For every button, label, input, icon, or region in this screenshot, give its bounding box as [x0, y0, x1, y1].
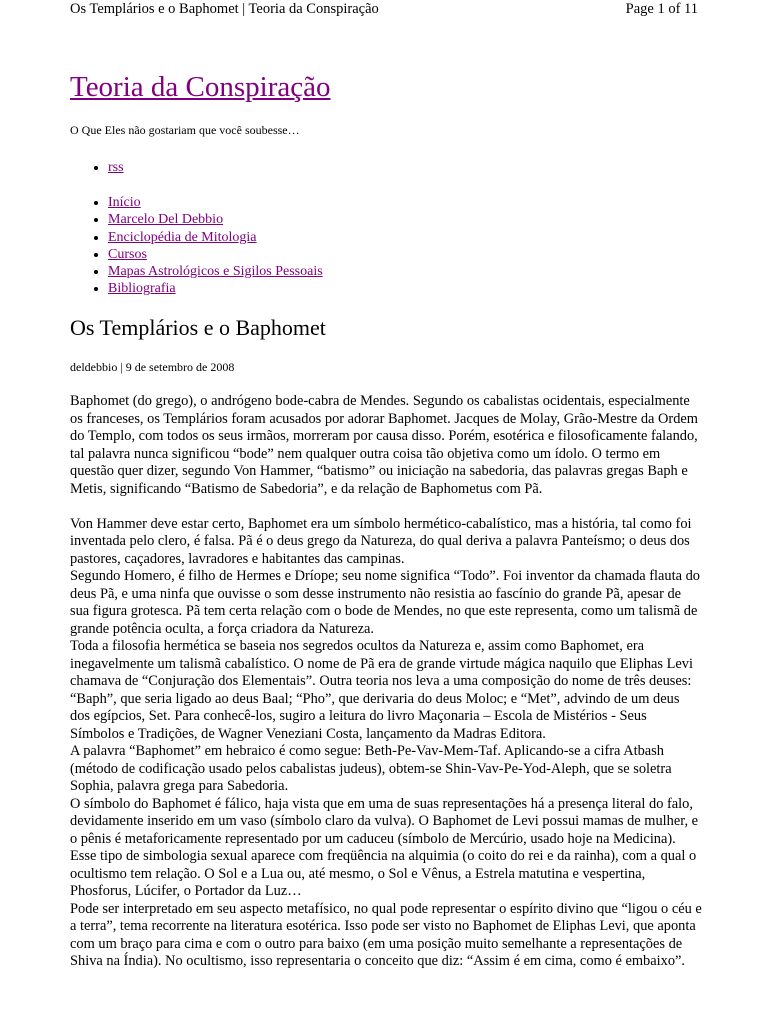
document-title: Os Templários e o Baphomet | Teoria da Conspiração	[70, 1, 379, 17]
nav-item-rss	[108, 159, 124, 176]
post-title: Os Templários e o Baphomet	[70, 315, 326, 340]
paragraph-3: Segundo Homero, é filho de Hermes e Dríope; seu nome significa “Todo”. Foi inventor da chamada flauta do deus Pã, e uma ninfa que ouvisse o som desse instrumento não resistia ao fascínio do grande Pã, apesar de sua figura grotesca. Pã tem certa relação com o bode de Mendes, no que este representa, como um talismã de grande potência oculta, a força criadora da Natureza.	[70, 568, 700, 637]
nav-item-inicio	[108, 194, 323, 211]
paragraph-1: Baphomet (do grego), o andrógeno bode-cabra de Mendes. Segundo os cabalistas ocidentais, especialmente os franceses, os Templários foram acusados por adorar Baphomet. Jacques de Molay, Grão-Mestre da Ordem do Templo, com todos os seus irmãos, morreram por causa disso. Porém, esotérica e filosoficamente falando, tal palavra nunca significou “bode” nem qualquer outra coisa tão objetiva como um ídolo. O termo em questão quer dizer, segundo Von Hammer, “batismo” ou iniciação na sabedoria, das palavras gregas Baph e Metis, significando “Batismo de Sabedoria”, e da relação de Baphometus com Pã.	[70, 393, 698, 497]
nav-link-mapas[interactable]: Mapas Astrológicos e Sigilos Pessoais	[108, 264, 323, 280]
rss-link[interactable]: rss	[108, 160, 124, 175]
print-header	[70, 0, 698, 22]
page-number: Page 1 of 11	[625, 1, 698, 17]
nav-item-bibliografia	[108, 280, 323, 297]
post-byline: deldebbio | 9 de setembro de 2008	[70, 360, 235, 374]
site-tagline: O Que Eles não gostariam que você soubesse…	[70, 123, 300, 137]
main-nav	[70, 194, 323, 298]
nav-item-marcelo-del-debbio	[108, 211, 323, 228]
nav-link-enciclopedia[interactable]: Enciclopédia de Mitologia	[108, 229, 257, 245]
nav-link-cursos[interactable]: Cursos	[108, 246, 147, 262]
nav-item-enciclopedia	[108, 229, 323, 246]
site-title-link[interactable]: Teoria da Conspiração	[70, 71, 331, 103]
nav-item-cursos	[108, 246, 323, 263]
post-body	[70, 393, 702, 971]
paragraph-7: Pode ser interpretado em seu aspecto metafísico, no qual pode representar o espírito divino que “ligou o céu e a terra”, tema recorrente na literatura esotérica. Isso pode ser visto no Baphomet de Eliphas Levi, que aponta com um braço para cima e com o outro para baixo (em uma posição muito semelhante a representações de Shiva na Índia). No ocultismo, isso representaria o conceito que diz: “Assim é em cima, como é embaixo”.	[70, 900, 702, 969]
nav-link-inicio[interactable]: Início	[108, 195, 141, 210]
nav-link-bibliografia[interactable]: Bibliografia	[108, 281, 176, 297]
paragraph-4: Toda a filosofia hermética se baseia nos segredos ocultos da Natureza e, assim como Baphomet, era inegavelmente um talismã cabalístico. O nome de Pã era de grande virtude mágica naquilo que Eliphas Levi chamava de “Conjuração dos Elementais”. Outra teoria nos leva a uma composição do nome de três deuses: “Baph”, que seria ligado ao deus Baal; “Pho”, que derivaria do deus Moloc; e “Met”, advindo de um deus dos egípcios, Set. Para conhecê-los, sugiro a leitura do livro Maçonaria – Escola de Mistérios - Seus Símbolos e Tradições, de Wagner Veneziani Costa, lançamento da Madras Editora.	[70, 638, 693, 742]
nav-link-marcelo-del-debbio[interactable]: Marcelo Del Debbio	[108, 212, 224, 228]
paragraph-6: O símbolo do Baphomet é fálico, haja vista que em uma de suas representações há a presença literal do falo, devidamente inserido em um vaso (símbolo claro da vulva). O Baphomet de Levi possui mamas de mulher, e o pênis é metaforicamente representado por um caduceu (símbolo de Mercúrio, usado hoje na Medicina). Esse tipo de simbologia sexual aparece com freqüência na alquimia (o coito do rei e da rainha), com a qual o ocultismo tem relação. O Sol e a Lua ou, até mesmo, o Sol e Vênus, a Estrela matutina e vespertina, Phosforus, Lúcifer, o Portador da Luz…	[70, 795, 699, 899]
nav-item-mapas	[108, 263, 323, 280]
paragraph-5: A palavra “Baphomet” em hebraico é como segue: Beth-Pe-Vav-Mem-Taf. Aplicando-se a cifra Atbash (método de codificação usado pelos cabalistas judeus), obtem-se Shin-Vav-Pe-Yod-Aleph, que se soletra Sophia, palavra grega para Sabedoria.	[70, 743, 672, 794]
paragraph-2: Von Hammer deve estar certo, Baphomet era um símbolo hermético-cabalístico, mas a história, tal como foi inventada pelo clero, é falsa. Pã é o deus grego da Natureza, do qual deriva a palavra Panteísmo; o deus dos pastores, caçadores, lavradores e habitantes das campinas.	[70, 515, 692, 567]
rss-nav	[70, 159, 124, 176]
